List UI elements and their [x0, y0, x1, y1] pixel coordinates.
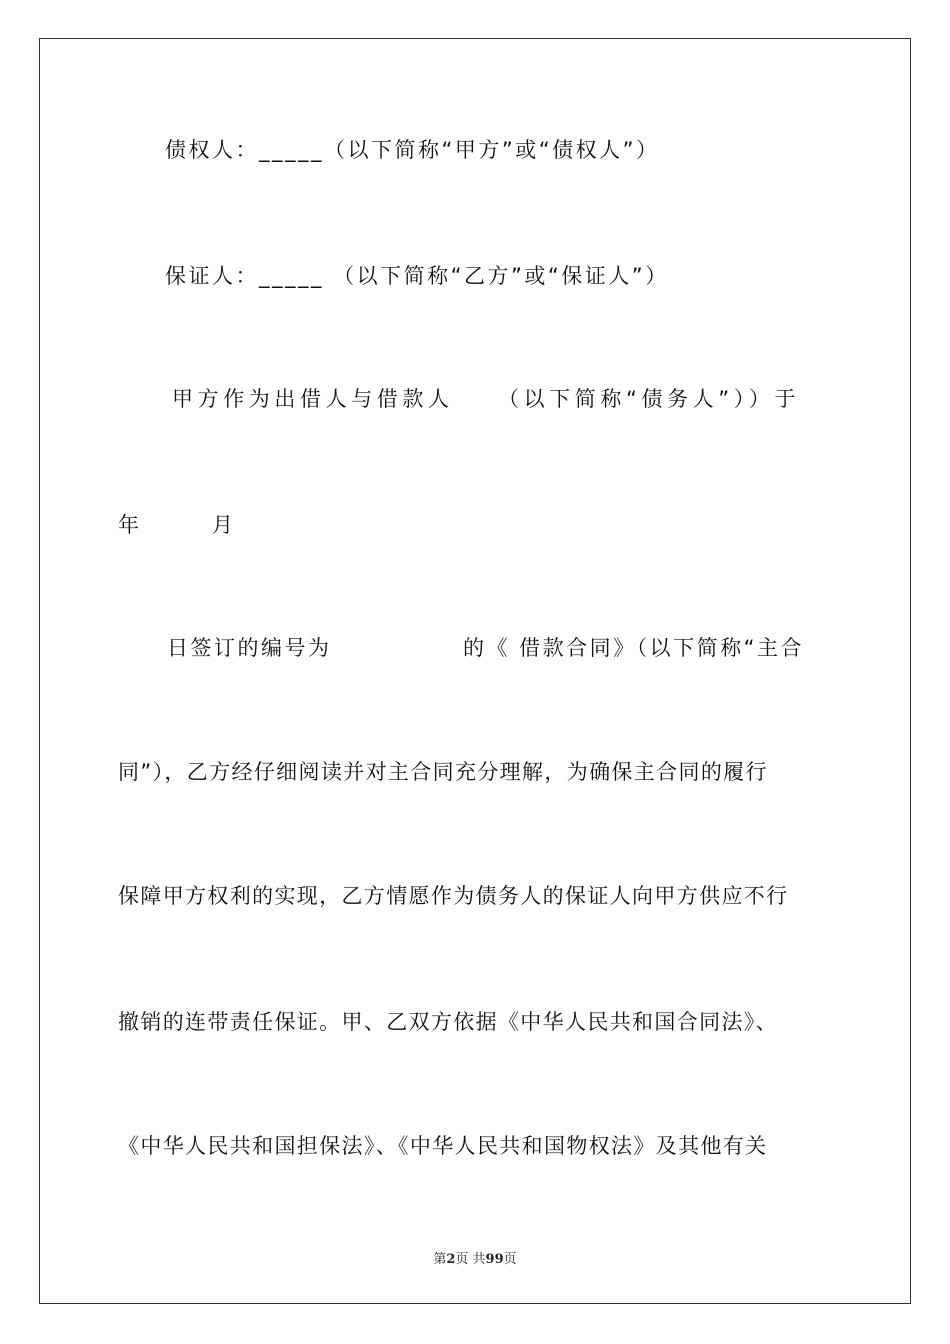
- creditor-line: 债权人：_____（以下简称“甲方”或“债权人”）: [165, 138, 660, 162]
- footer-mid: 页 共: [455, 1252, 486, 1267]
- footer-prefix: 第: [433, 1252, 447, 1267]
- paragraph-line-1b: （以下简称“债务人”））于: [498, 387, 801, 411]
- year-label: 年: [118, 513, 142, 537]
- month-label: 月: [212, 513, 236, 537]
- paragraph-line-7: 《中华人民共和国担保法》、《中华人民共和国物权法》及其他有关: [118, 1134, 768, 1158]
- paragraph-line-3a: 日签订的编号为: [167, 636, 332, 660]
- guarantor-line: 保证人：_____ （以下简称“乙方”或“保证人”）: [165, 264, 669, 288]
- page-border: [39, 38, 911, 1304]
- paragraph-line-4: 同”），乙方经仔细阅读并对主合同充分理解，为确保主合同的履行: [118, 760, 768, 784]
- paragraph-line-5: 保障甲方权利的实现，乙方情愿作为债务人的保证人向甲方供应不行: [118, 884, 789, 908]
- footer-page-number: 2: [446, 1252, 456, 1267]
- paragraph-line-6: 撤销的连带责任保证。甲、乙双方依据《中华人民共和国合同法》、: [118, 1010, 778, 1034]
- footer-suffix: 页: [503, 1252, 517, 1267]
- footer-total-pages: 99: [485, 1252, 504, 1267]
- paragraph-line-3b: 的《 借款合同》（以下简称“主合: [463, 636, 805, 660]
- page-footer: [0, 1248, 950, 1267]
- paragraph-line-1a: 甲方作为出借人与借款人: [172, 387, 454, 411]
